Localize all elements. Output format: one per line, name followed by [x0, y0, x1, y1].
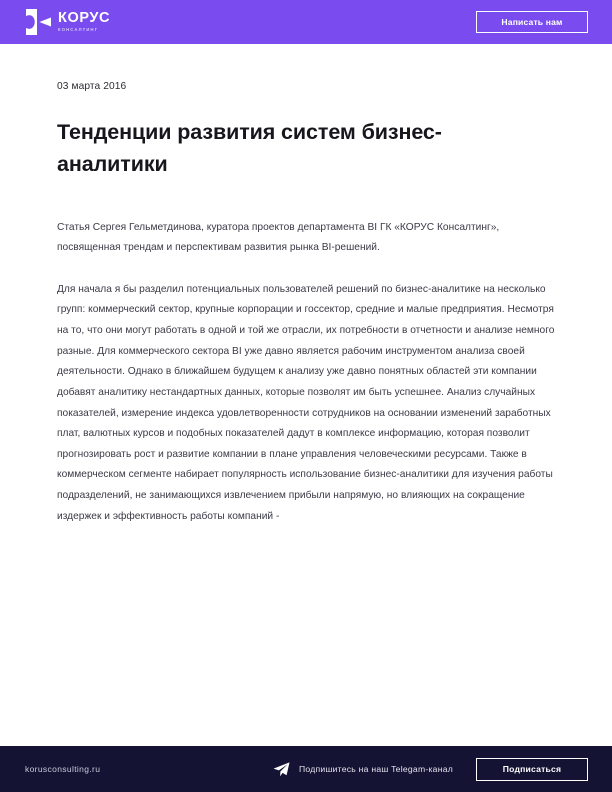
subscribe-button[interactable]: Подписаться [476, 758, 588, 781]
publish-date: 03 марта 2016 [57, 81, 127, 92]
telegram-promo[interactable] [273, 762, 453, 777]
brand-logo[interactable] [26, 9, 110, 35]
telegram-promo-text: Подпишитесь на наш Telegam-канал [298, 764, 453, 774]
footer-website-link[interactable]: korusconsulting.ru [25, 764, 101, 774]
korus-k-mark-icon [26, 9, 51, 35]
article-body-paragraph: Для начала я бы разделил потенциальных пользователей решений по бизнес-аналитике на несколько групп: коммерческий сектор, крупные корпорации и госсектор, средние и малые предприятия. Несмотря на то, что они могут работать в одной и той же отрасли, их потребности в отчетности и анализе немного разные. Для коммерческого сектора BI уже давно является рабочим инструментом анализа своей деятельности. Однако в ближайшем будущем к анализу уже давно понятных областей эти компании добавят аналитику нестандартных данных, которые позволят им быть успешнее. Анализ случайных показателей, измерение индекса удовлетворенности сотрудников на основании изменений заработных плат, валютных курсов и подобных показателей дадут в комплексе информацию, которая позволит прогнозировать рост и развитие компании в плане управления человеческими ресурсами. Также в коммерческом сегменте набирает популярность использование бизнес-аналитики для изучения работы подразделений, не занимающихся извлечением прибыли напрямую, но влияющих на сокращение издержек и эффективность работы компаний - [57, 283, 555, 522]
page-title: Тенденции развития систем бизнес-аналитики [57, 120, 442, 176]
site-footer [0, 746, 612, 792]
logo-tagline: КОНСАЛТИНГ [58, 27, 99, 33]
article-lead: Статья Сергея Гельметдинова, куратора проектов департамента BI ГК «КОРУС Консалтинг», посвященная трендам и перспективам развития рынка BI-решений. [57, 221, 500, 254]
article-content [0, 44, 612, 527]
contact-us-button[interactable]: Написать нам [476, 11, 588, 33]
telegram-paper-plane-icon [273, 762, 290, 777]
site-header [0, 0, 612, 44]
logo-wordmark: КОРУС [58, 10, 111, 27]
